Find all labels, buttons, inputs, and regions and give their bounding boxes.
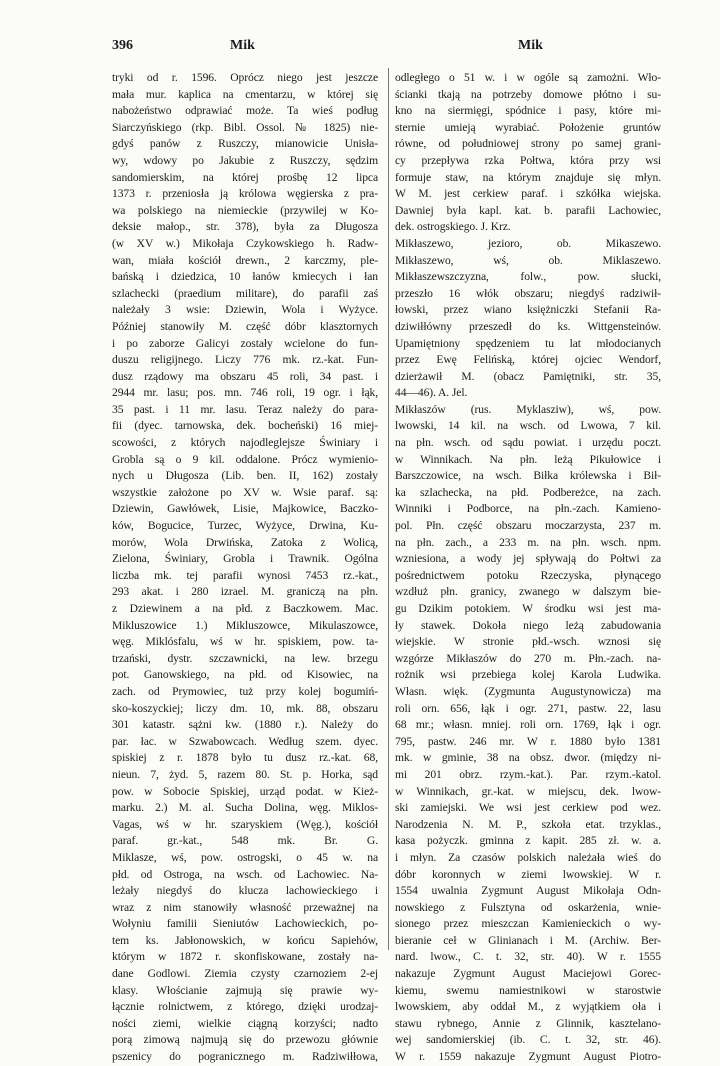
text-line: kasa pożyczk. gminna z kapit. 285 zł. w. a.: [395, 834, 661, 848]
text-line: pośrednictwem potoku Rzeczyska, płynącego: [395, 568, 661, 582]
text-line: wzdłuż płn. granicy, zwanego w dalszym bie-: [395, 585, 661, 599]
text-line: liczba mk. tej parafii wynosi 7453 rz.-kat.,: [112, 568, 378, 582]
text-line: paraf. gr.-kat., 548 mk. Br. G.: [112, 834, 378, 848]
text-line: cy przepływa rzka Połtwa, która przy wsi: [395, 153, 661, 167]
text-line: dusz rządowy ma obszaru 45 roli, 34 past. i: [112, 369, 378, 383]
text-line: i młyn. Za czasów polskich należała wieś do: [395, 850, 661, 864]
text-line: płd. od Ostroga, na wsch. od Lachowiec. Na-: [112, 867, 378, 881]
text-line: 1554 uwalnia Zygmunt August Mikołaja Odn-: [395, 884, 661, 898]
text-line: sternie umieją wyrabiać. Położenie gruntów: [395, 120, 661, 134]
text-line: Mikłaszewszczyzna, folw., pow. słucki,: [395, 270, 661, 284]
text-line: tem ks. Jabłonowskich, w końcu Sapiehów,: [112, 933, 378, 947]
page-number: 396: [112, 38, 133, 53]
text-line: Miklasze, wś, pow. ostrogski, o 45 w. na: [112, 850, 378, 864]
text-line: Wołyniu familii Sieniutów Lachowieckich, po-: [112, 917, 378, 931]
text-line: na płn. zach., a 233 m. na płn. wsch. npm.: [395, 535, 661, 549]
text-line: nowskiego z Fulsztyna od oskarżenia, wnie-: [395, 900, 661, 914]
text-line: wej sandomierskiej (ib. C. t. 32, str. 46).: [395, 1033, 661, 1047]
left-column: [112, 70, 378, 1064]
text-line: łącznie rolnictwem, z którego, dzięki urodzaj-: [112, 1000, 378, 1014]
text-line: mała mur. kaplica na cmentarzu, w której się: [112, 87, 378, 101]
text-line: roli orn. 656, łąk i ogr. 271, pastw. 22, lasu: [395, 701, 661, 715]
text-line: 44—46). A. Jel.: [395, 386, 468, 400]
text-line: ski zamiejski. We wsi jest cerkiew pod wez.: [395, 801, 661, 815]
text-line: Winniki i Podborce, na płn.-zach. Kamieno-: [395, 502, 661, 516]
left-running-head: Mik: [230, 38, 255, 53]
text-line: 2944 mr. lasu; pos. mn. 746 roli, 19 ogr. i łąk,: [112, 386, 378, 400]
text-line: Mikłaszewo, jezioro, ob. Mikaszewo.: [395, 236, 661, 250]
text-line: W M. jest cerkiew paraf. i szkółka wiejska.: [395, 187, 661, 201]
text-line: ków, Bogucice, Turzec, Wyżyce, Drwina, Ku-: [112, 519, 378, 533]
text-line: dzierżawił M. (obacz Pamiętniki, str. 35,: [395, 369, 661, 383]
text-line: nieun. 7, żyd. 5, razem 80. St. p. Horka, sąd: [112, 767, 378, 781]
text-line: nabożeństwo odprawiać może. Ta wieś podług: [112, 104, 378, 118]
text-line: wa polskiego na niemieckie (przywilej w Ko-: [112, 203, 378, 217]
text-line: bańską i dziedzica, 10 łanów kmiecych i łan: [112, 270, 378, 284]
column-divider: [388, 68, 389, 950]
text-line: formuje staw, na którym znajduje się młyn.: [395, 170, 661, 184]
text-line: wiejskie. W stronie płd.-wsch. wznosi się: [395, 635, 661, 649]
text-line: Mikluszowice 1.) Mikluszowce, Mikulaszowce,: [112, 618, 378, 632]
text-line: lwowskiem, aby oddał M., z wyjątkiem oła i: [395, 1000, 661, 1014]
text-line: z Dziewinem a na płd. z Baczkowem. Mac.: [112, 602, 378, 615]
text-line: Zielona, Świniary, Grobla i Trawnik. Ogólna: [112, 552, 378, 566]
text-line: (w XV w.) Mikołaja Czykowskiego h. Radw-: [112, 236, 378, 250]
text-line: dane Godlowi. Ziemia czysty czarnoziem 2-ej: [112, 967, 378, 981]
text-line: węg. Miklósfalu, wś w hr. spiskiem, pow. ta-: [112, 635, 378, 649]
text-line: nych u Długosza (Lib. ben. II, 162) zostały: [112, 469, 378, 483]
text-line: nard. lwow., C. t. 32, str. 40). W r. 1555: [395, 950, 661, 964]
right-running-head: Mik: [518, 38, 543, 53]
text-line: pszenicy do pogranicznego m. Radziwiłłowa,: [112, 1050, 378, 1064]
text-line: leżały niegdyś do klucza lachowieckiego i: [112, 884, 378, 898]
text-line: łowski, przez wiano księżniczki Stefanii Ra-: [395, 303, 661, 317]
text-line: należały 3 wsie: Dziewin, Wola i Wyżyce.: [112, 303, 378, 317]
text-line: stawu rybnego, Annie z Glinnik, kasztelano-: [395, 1016, 661, 1030]
text-line: duszu religijnego. Liczy 776 mk. rz.-kat. Fun-: [112, 353, 378, 367]
text-line: kiemu, swemu namiestnikowi w starostwie: [395, 983, 661, 997]
right-column: [395, 70, 661, 1064]
text-line: pow. w Sobocie Spiskiej, urząd podat. w Kież-: [112, 784, 378, 798]
text-line: Później stanowiły M. część dóbr klasztornych: [112, 319, 378, 333]
text-line: Własn. więk. (Zygmunta Augustynowicza) ma: [395, 684, 661, 698]
text-line: wzgórze Mikłaszów do 270 m. Płn.-zach. na-: [395, 651, 661, 665]
text-line: Mikłaszewo, wś, ob. Miklaszewo.: [395, 253, 661, 267]
text-line: ności ziemi, wielkie ciągną korzyści; nadto: [112, 1016, 378, 1030]
text-line: Barszczowice, na wsch. Biłka królewska i Bił-: [395, 469, 661, 483]
text-line: lwowski, 14 kil. na wsch. od Lwowa, 7 kil.: [395, 419, 661, 433]
text-line: 68 mr.; własn. mniej. roli orn. 1769, łąk i ogr.: [395, 718, 661, 732]
text-line: 35 past. i 11 mr. lasu. Teraz należy do para-: [112, 402, 378, 416]
text-line: kno na siermięgi, spódnice i pasy, które mi-: [395, 104, 661, 118]
text-line: sionego przez mieszczan Kamienieckich o wy-: [395, 917, 661, 931]
text-line: scowości, z których najodleglejsze Świniary i: [112, 436, 378, 450]
text-line: w Winnikach, gr.-kat. w miejscu, dek. lwow-: [395, 784, 661, 798]
text-line: i po zaborze Galicyi zostały wcielone do fun-: [112, 336, 378, 350]
text-line: na płn. wsch. od sądu powiat. i urzędu poczt.: [395, 436, 661, 450]
text-line: W r. 1559 nakazuje Zygmunt August Piotro-: [395, 1050, 661, 1064]
text-line: bieranie ceł w Glinianach i M. (Archiw. Ber-: [395, 933, 661, 947]
text-line: 1373 r. przeniosła ją królowa węgierska z pra-: [112, 187, 378, 201]
text-line: nakazuje Zygmunt August Maciejowi Gorec-: [395, 967, 661, 981]
text-line: 293 akat. i 280 izrael. M. graniczą na płn.: [112, 585, 378, 599]
text-line: szlachecki (praedium militare), do parafii zaś: [112, 286, 378, 300]
text-line: trzański, dystr. szczawnicki, na lew. brzegu: [112, 651, 378, 665]
text-line: Narodzenia N. M. P., szkoła etat. trzyklas.,: [395, 817, 661, 831]
text-line: ścianki tkają na potrzeby domowe płótno i su-: [395, 87, 661, 101]
text-line: marku. 2.) M. al. Sucha Dolina, węg. Miklos-: [112, 801, 378, 815]
text-line: zach. od Prymowiec, tuż przy kolej bogumiń-: [112, 684, 378, 698]
text-line: sandomierskim, na której prośbę 12 lipca: [112, 170, 378, 184]
text-line: Grobla są o 9 kil. oddalone. Prócz wymienio-: [112, 452, 378, 466]
text-line: rożnik wsi przebiega kolej Karola Ludwika.: [395, 668, 661, 682]
text-line: fii (dyec. tarnowska, dek. bocheński) 16 miej-: [112, 419, 378, 433]
text-line: wszystkie założone po XV w. Wsie paraf. są:: [112, 485, 378, 499]
text-line: Siarczyńskiego (rkp. Bibl. Ossol. № 1825) nie-: [112, 120, 378, 134]
text-line: równe, od południowej strony po samej grani-: [395, 137, 661, 151]
text-line: pot. Ganowskiego, na płd. od Kisowiec, na: [112, 668, 378, 682]
text-line: Vagas, wś w hr. szaryskiem (Węg.), kościół: [112, 817, 378, 831]
text-line: wy, wdowy po Jakubie z Ruszczy, sędzim: [112, 153, 378, 167]
text-line: przeszło 16 włók obszaru; niegdyś radziwił-: [395, 286, 661, 300]
text-line: sko-koszyckiej; liczy dm. 10, mk. 88, obszaru: [112, 701, 378, 715]
text-line: Dawniej była kapl. kat. b. parafii Lachowiec,: [395, 203, 661, 217]
text-line: mi 201 obrz. rzym.-kat.). Par. rzym.-katol.: [395, 767, 661, 781]
text-line: ka szlachecka, na płd. Podbereżce, na zach.: [395, 485, 661, 499]
text-line: mk. w gminie, 38 na obsz. dwor. (między ni-: [395, 751, 661, 765]
text-line: Mikłaszów (rus. Myklasziw), wś, pow.: [395, 402, 661, 416]
text-line: odległego o 51 w. i w ogóle są zamożni. Wło-: [395, 71, 661, 84]
text-line: gdyś panów z Ruszczy, mianowicie Unisła-: [112, 137, 378, 151]
text-line: morów, Wola Drwińska, Zatoka z Wolicą,: [112, 535, 378, 549]
text-line: wzniesiona, a wody jej spływają do Połtwi za: [395, 552, 661, 566]
text-line: klasy. Włościanie zajmują się prawie wy-: [112, 983, 378, 997]
page-header: [112, 38, 664, 58]
text-line: 795, pastw. 246 mr. W r. 1880 było 1381: [395, 734, 661, 748]
text-line: dek. ostrogskiego. J. Krz.: [395, 220, 511, 234]
text-line: pol. Płn. część obszaru moczarzysta, 237 m.: [395, 519, 661, 533]
text-line: Upamiętniony spędzeniem tu lat młodocianych: [395, 336, 661, 350]
text-line: porą zimową najmują się do przewozu głównie: [112, 1033, 378, 1047]
text-line: wraz z nim stanowiły własność przeważnej na: [112, 900, 378, 914]
text-line: Dziewin, Gawłówek, Lisie, Majkowice, Baczko-: [112, 502, 378, 516]
text-line: dóbr koronnych w ziemi lwowskiej. W r.: [395, 867, 661, 881]
text-line: wan, miała kościół drewn., 2 karczmy, ple-: [112, 253, 378, 267]
text-line: deksie małop., str. 378), była za Długosza: [112, 220, 378, 234]
text-line: gu Dzikim potokiem. W środku wsi jest ma-: [395, 602, 661, 615]
text-line: którym w 1872 r. skonfiskowane, zostały na-: [112, 950, 378, 964]
text-line: w Winnikach. Na płn. leżą Pikułowice i: [395, 452, 661, 466]
text-line: 301 katastr. sążni kw. (1880 r.). Należy do: [112, 718, 378, 732]
text-line: par. łac. w Szwabowcach. Według szem. dyec.: [112, 734, 378, 748]
text-line: spiskiej z r. 1878 było tu dusz rz.-kat. 68,: [112, 751, 378, 765]
text-line: dziwiłłówny przeszedł do ks. Wittgensteinów.: [395, 319, 661, 333]
text-line: przez Ewę Felińską, której ojciec Wendorf,: [395, 353, 661, 367]
text-line: ły stawek. Dokoła niego leżą zabudowania: [395, 618, 661, 632]
text-line: tryki od r. 1596. Oprócz niego jest jeszcze: [112, 71, 378, 84]
